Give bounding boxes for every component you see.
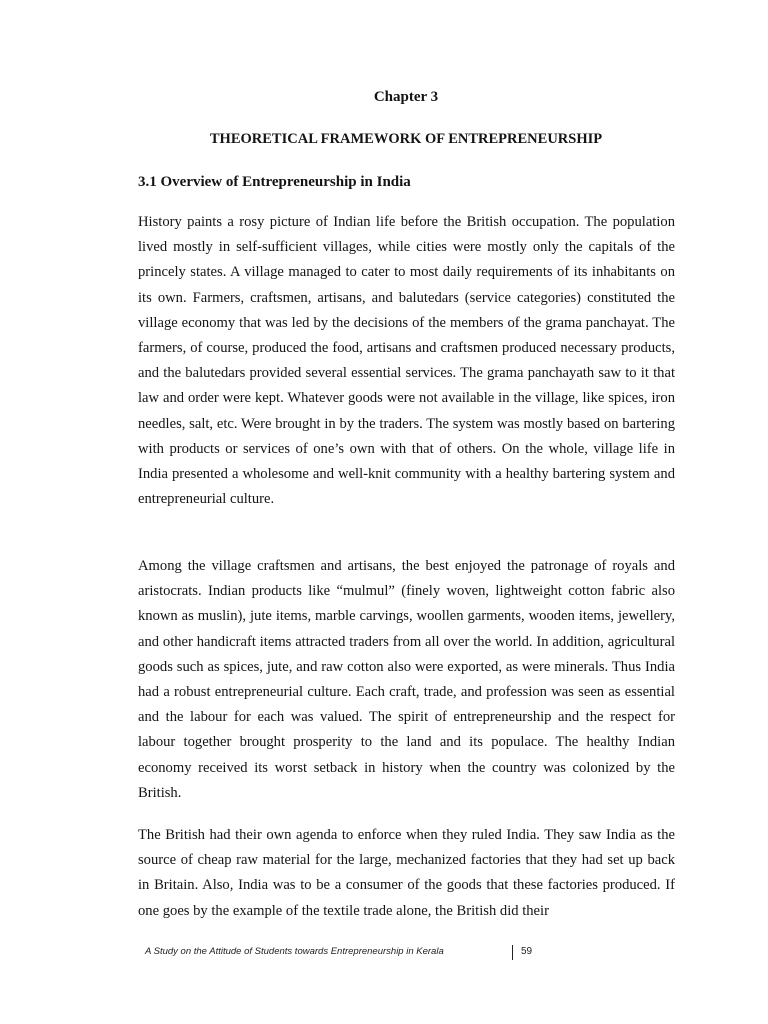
footer-separator — [512, 945, 513, 960]
chapter-title: THEORETICAL FRAMEWORK OF ENTREPRENEURSHIP — [209, 131, 603, 147]
body-paragraph-2: Among the village craftsmen and artisans, the best enjoyed the patronage of royals and aristocrats. Indian products like “mulmul” (finely woven, lightweight cotton fabric also known as muslin), jute items, marble carvings, woollen garments, wooden items, jewellery, and other handicraft items attracted traders from all over the world. In addition, agricultural goods such as spices, jute, and raw cotton also were exported, as were minerals. Thus India had a robust entrepreneurial culture. Each craft, trade, and profession was seen as essential and the labour for each was valued. The spirit of entrepreneurship and the respect for labour together brought prosperity to the land and its populace. The healthy Indian economy received its worst setback in history when the country was colonized by the British. — [138, 558, 675, 801]
section-heading: 3.1 Overview of Entrepreneurship in India — [138, 174, 411, 190]
body-paragraph-1: History paints a rosy picture of Indian life before the British occupation. The population lived mostly in self-sufficient villages, while cities were mostly only the capitals of the princely states. A village managed to cater to most daily requirements of its inhabitants on its own. Farmers, craftsmen, artisans, and balutedars (service categories) constituted the village economy that was led by the decisions of the members of the grama panchayat. The farmers, of course, produced the food, artisans and craftsmen produced necessary products, and the balutedars provided several essential services. The grama panchayath saw to it that law and order were kept. Whatever goods were not available in the village, like spices, iron needles, salt, etc. Were brought in by the traders. The system was mostly based on bartering with products or services of one’s own with that of others. On the whole, village life in India presented a wholesome and well-knit community with a healthy bartering system and entrepreneurial culture. — [138, 214, 675, 508]
chapter-label: Chapter 3 — [373, 89, 439, 105]
footer-running-title: A Study on the Attitude of Students towards Entrepreneurship in Kerala — [145, 946, 444, 957]
body-paragraph-3: The British had their own agenda to enforce when they ruled India. They saw India as the source of cheap raw material for the large, mechanized factories that they had set up back in Britain. Also, India was to be a consumer of the goods that these factories produced. If one goes by the example of the textile trade alone, the British did their — [138, 827, 675, 919]
page-number: 59 — [521, 946, 533, 957]
